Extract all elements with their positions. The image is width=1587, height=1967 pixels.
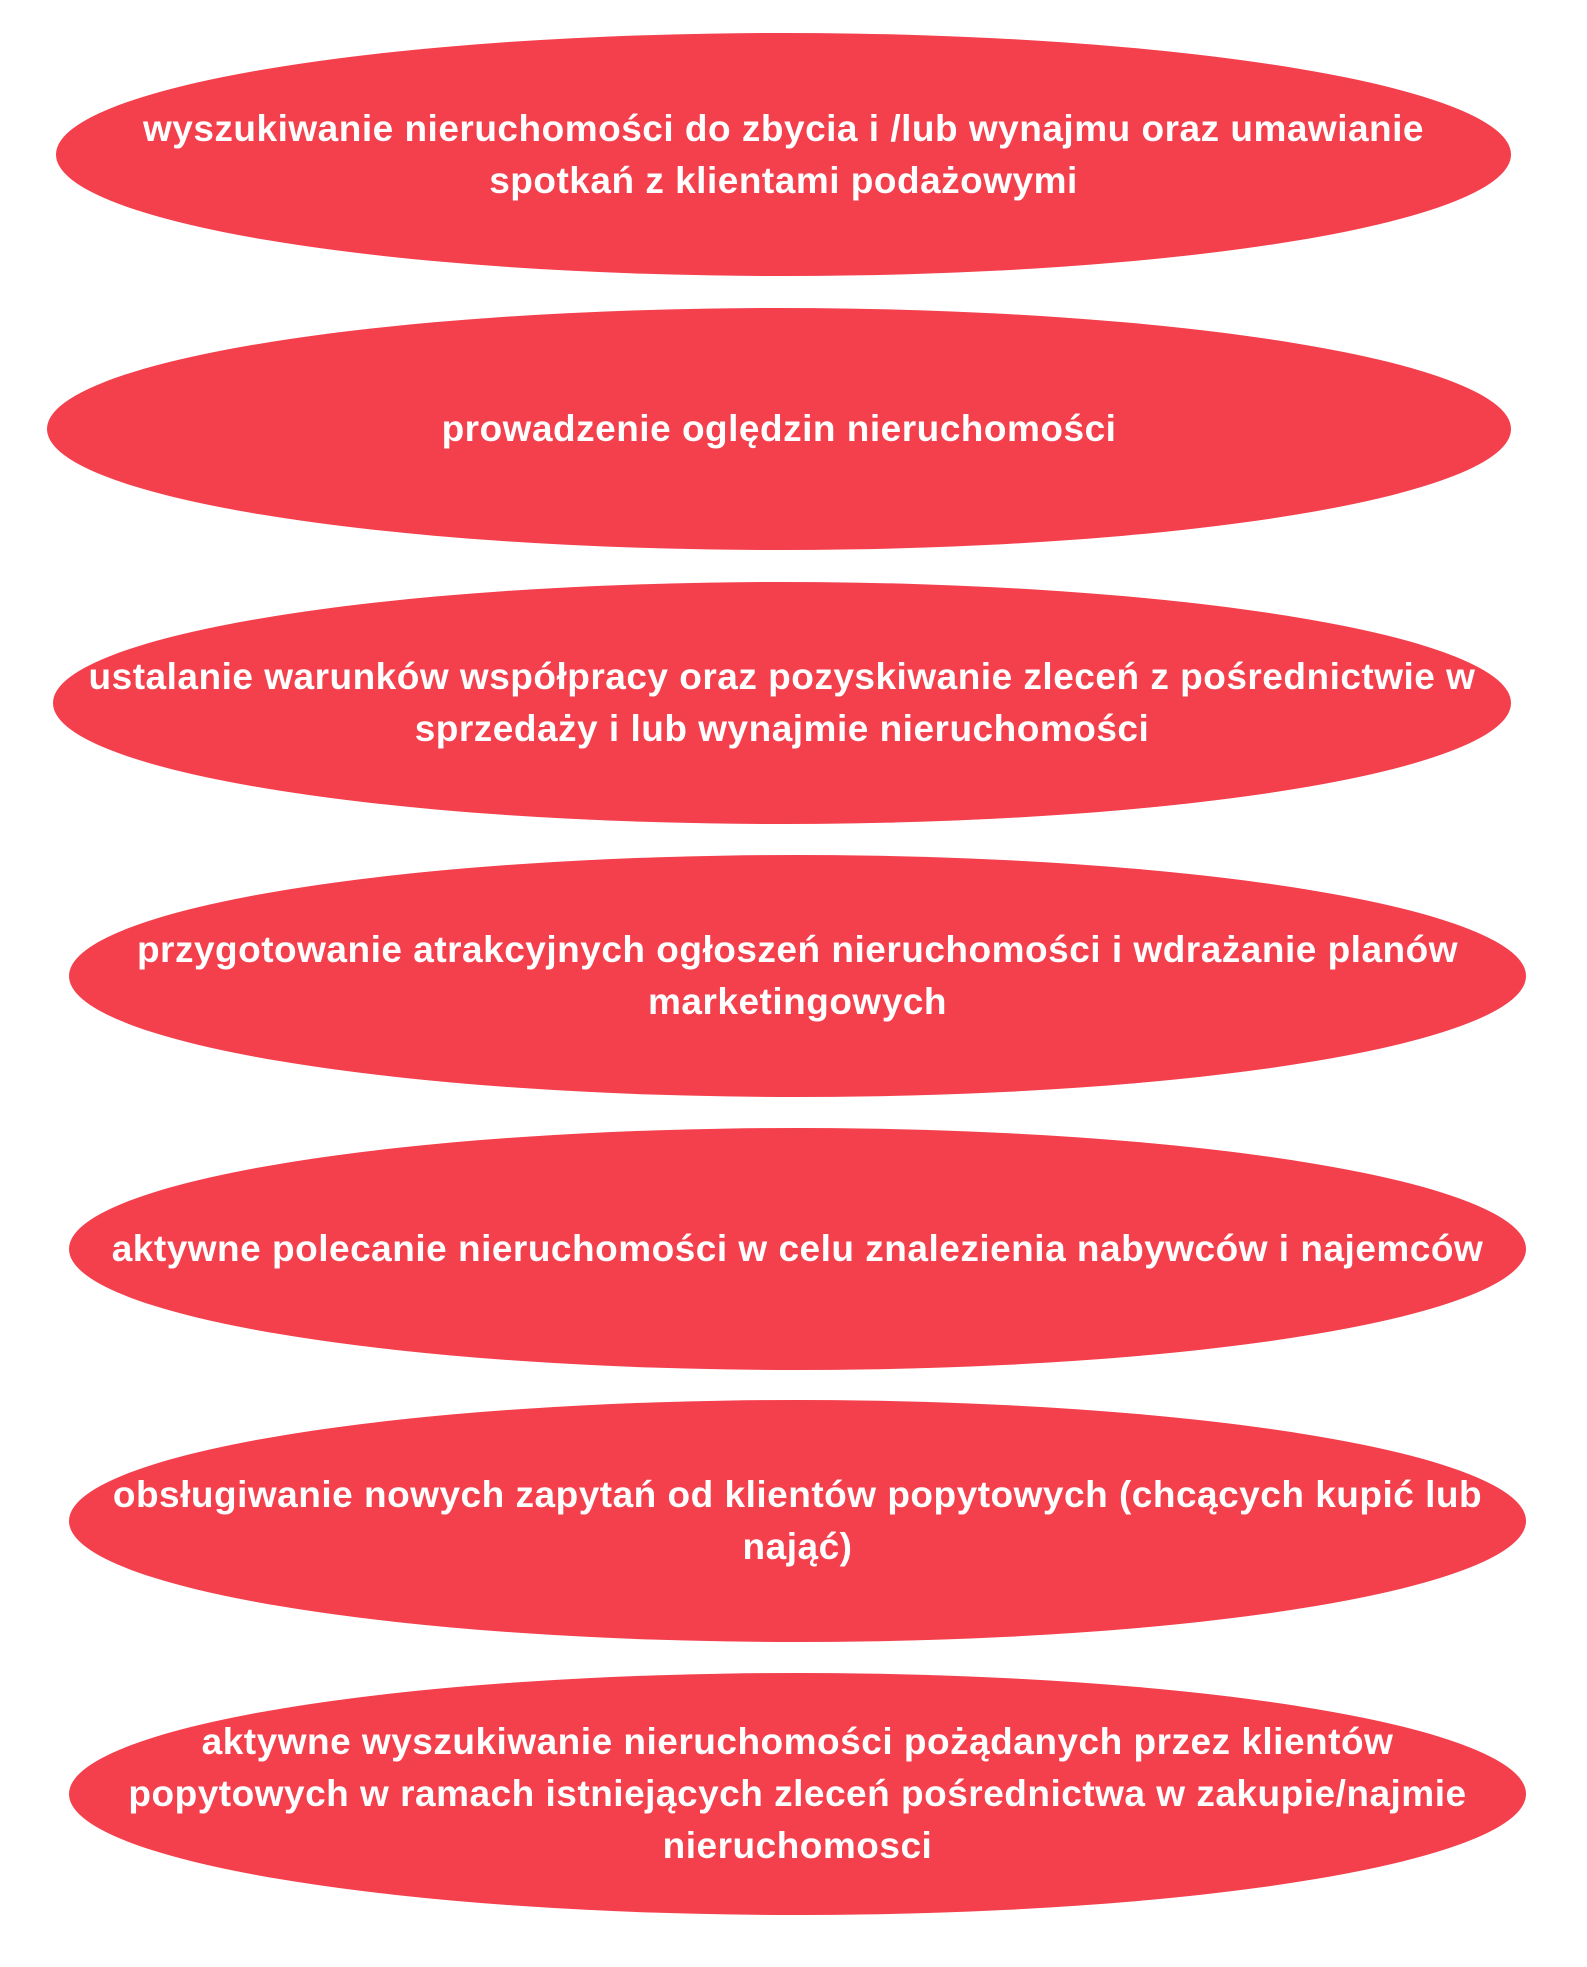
task-item-2: [47, 308, 1511, 550]
task-label: przygotowanie atrakcyjnych ogłoszeń nieruchomości i wdrażanie planów marketingowych: [136, 929, 1459, 1022]
task-item-5: [69, 1128, 1526, 1370]
task-item-1: [56, 33, 1511, 276]
task-label: aktywne polecanie nieruchomości w celu znalezienia nabywców i najemców: [111, 1228, 1484, 1269]
task-label: wyszukiwanie nieruchomości do zbycia i /lub wynajmu oraz umawianie spotkań z klientami podażowymi: [142, 107, 1425, 201]
task-label: obsługiwanie nowych zapytań od klientów popytowych (chcących kupić lub nająć): [112, 1474, 1483, 1567]
task-item-3: [53, 582, 1511, 824]
task-item-4: [69, 855, 1526, 1097]
task-item-7: [69, 1673, 1526, 1915]
task-label: aktywne wyszukiwanie nieruchomości pożądanych przez klientów popytowych w ramach istniejących zleceń pośrednictwa w zakupie/najmie nieruchomosci: [128, 1721, 1467, 1866]
task-label: ustalanie warunków współpracy oraz pozyskiwanie zleceń z pośrednictwie w sprzedaży i lub wynajmie nieruchomości: [88, 656, 1476, 749]
task-label: prowadzenie oględzin nieruchomości: [441, 408, 1117, 449]
task-item-6: [69, 1400, 1526, 1642]
